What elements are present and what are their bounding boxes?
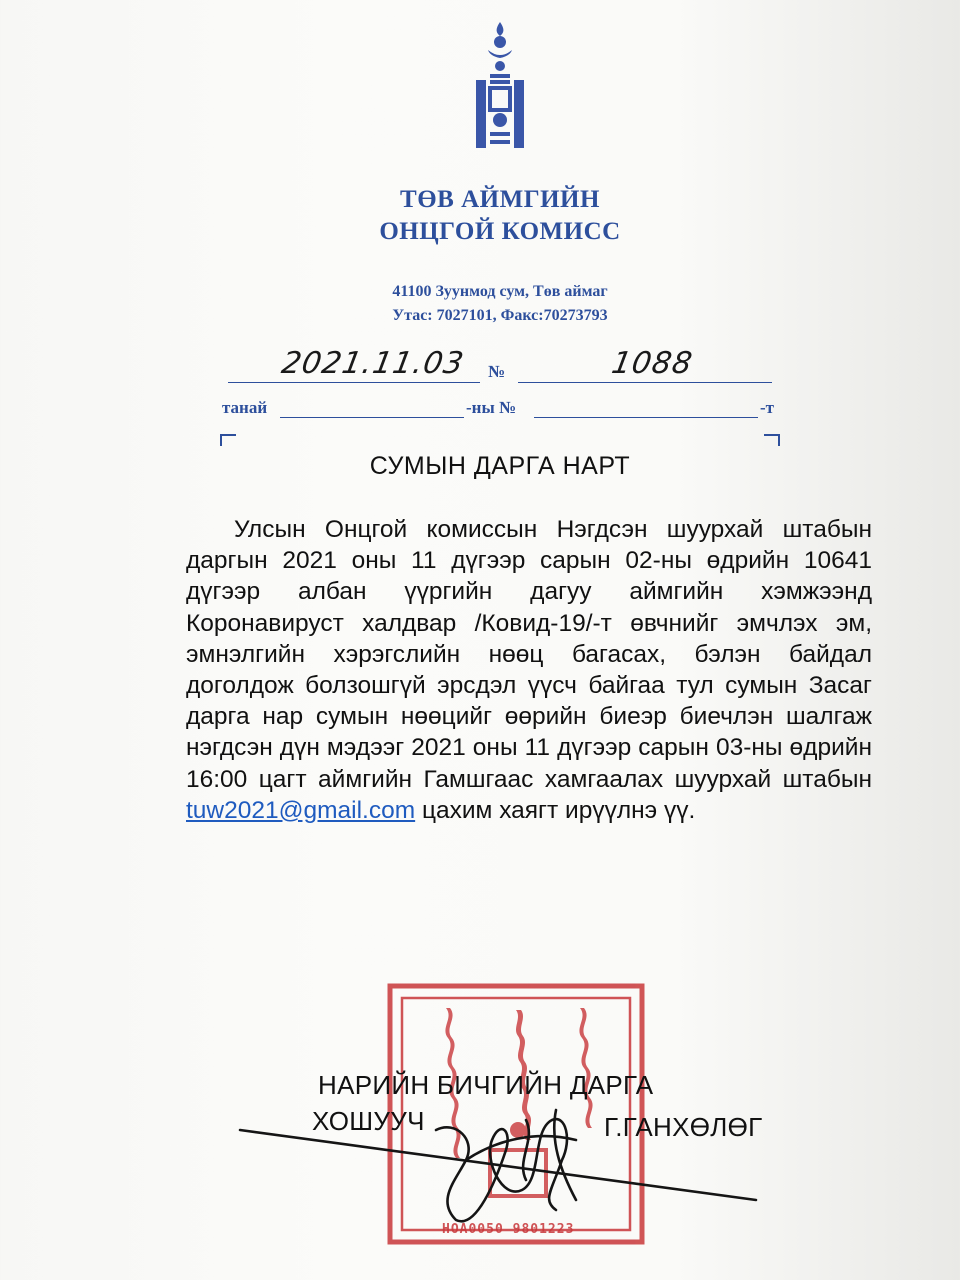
org-address: 41100 Зуунмод сум, Төв аймаг (392, 283, 608, 300)
letter-body (186, 514, 872, 826)
date-underline (228, 382, 480, 383)
org-name-line1: ТӨВ АЙМГИЙН (400, 186, 600, 213)
outgoing-number: 1088 (608, 346, 696, 381)
addressee-heading: СУМЫН ДАРГА НАРТ (369, 452, 631, 480)
yours-middle: -ны № (466, 398, 517, 417)
state-emblem-icon (468, 22, 532, 150)
number-underline (518, 382, 772, 383)
signer-title-line2: ХОШУУЧ (312, 1106, 425, 1136)
body-text: Улсын Онцгой комиссын Нэгдсэн шуурхай штабын даргын 2021 оны 11 дүгээр сарын 02-ны өдрийн 10641 дүгээр албан үүргийн дагуу аймгийн хэмжээнд Коронавируст халдвар /Ковид-19/-т өвчнийг эмчлэх эм, эмнэлгийн хэрэгслийн нөөц багасах, бэлэн байдал доголдож болзошгүй эрсдэл үүсч байгаа тул сумын Засаг дарга нар сумын нөөцийг өөрийн биеэр биечлэн шалгаж нэгдсэн дүн мэдээг 2021 оны 11 дүгээр сарын 03-ны өдрийн 16:00 цагт аймгийн Гамшгаас хамгаалах шуурхай штабын (186, 516, 872, 793)
org-contact: Утас: 7027101, Факс:70273793 (392, 307, 608, 324)
body-text-end: цахим хаягт ирүүлнэ үү. (415, 796, 696, 824)
signer-name: Г.ГАНХӨЛӨГ (604, 1112, 763, 1142)
signer-title-line1: НАРИЙН БИЧГИЙН ДАРГА (318, 1070, 654, 1100)
yours-prefix: танай (222, 398, 268, 417)
stamp-number: НОА0050 9801223 (442, 1222, 575, 1237)
org-name-line2: ОНЦГОЙ КОМИСС (379, 218, 621, 245)
email-link[interactable]: tuw2021@gmail.com (186, 796, 416, 824)
number-sign: № (488, 362, 506, 381)
right-corner-mark (764, 434, 780, 446)
yours-date-underline (280, 417, 464, 418)
yours-number-underline (534, 417, 758, 418)
left-corner-mark (220, 434, 236, 446)
outgoing-date: 2021.11.03 (278, 346, 467, 381)
handwritten-signature-icon (236, 1090, 776, 1240)
yours-suffix: -т (760, 398, 775, 417)
